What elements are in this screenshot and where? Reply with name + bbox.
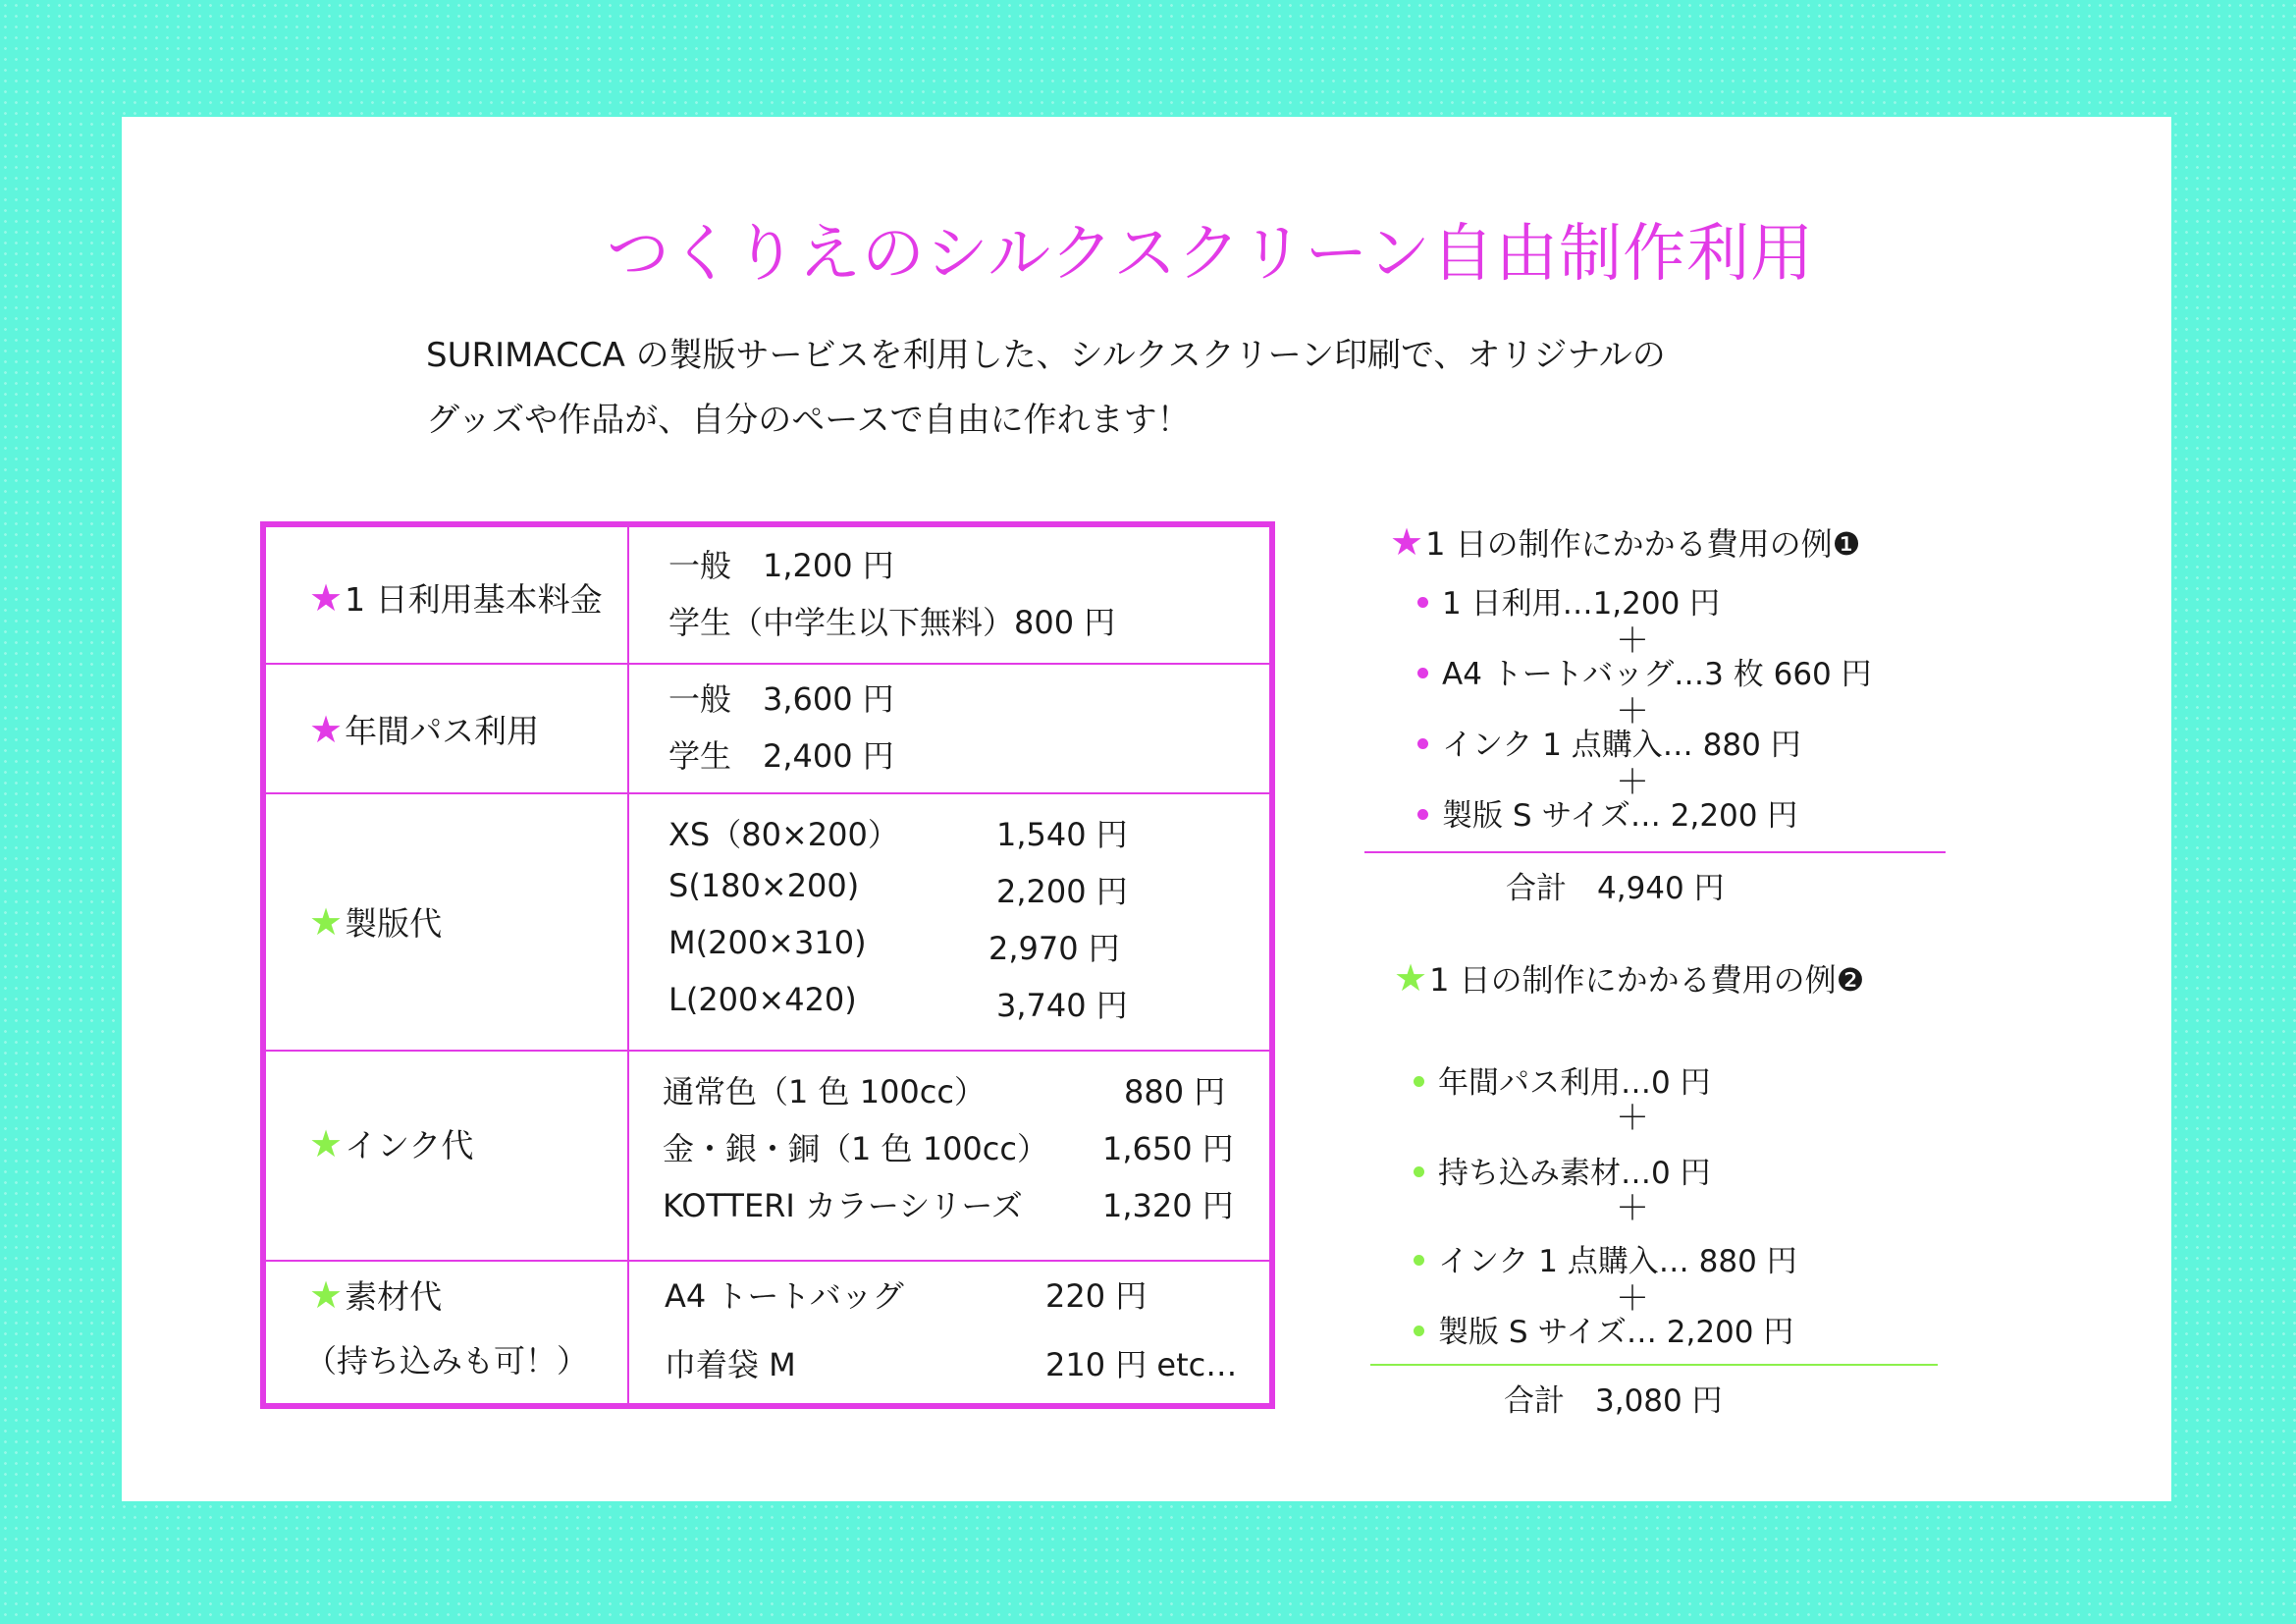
table-row-daily bbox=[266, 527, 1269, 665]
materials-prices bbox=[665, 1272, 1273, 1397]
example2-item: インク 1 点購入… 880 円 bbox=[1414, 1236, 1797, 1280]
content-card bbox=[122, 117, 2171, 1501]
example1-item: 製版 S サイズ… 2,200 円 bbox=[1417, 790, 1797, 835]
category-materials: ★素材代 bbox=[309, 1273, 443, 1317]
plus-sign: ＋ bbox=[1616, 692, 1649, 731]
example2-item: 年間パス利用…0 円 bbox=[1414, 1057, 1711, 1102]
bullet-icon bbox=[1414, 1076, 1424, 1087]
bullet-icon bbox=[1414, 1166, 1424, 1177]
plus-sign: ＋ bbox=[1616, 763, 1649, 802]
size-label: L(200×420) bbox=[668, 981, 857, 1018]
table-row-ink bbox=[266, 1050, 1269, 1262]
ink-price: 880 円 bbox=[1124, 1073, 1226, 1110]
intro-line-1: SURIMACCA の製版サービスを利用した、シルクスクリーン印刷で、オリジナルの bbox=[426, 336, 1666, 375]
page-title: つくりえのシルクスクリーン自由制作利用 bbox=[606, 218, 1815, 291]
plus-sign: ＋ bbox=[1616, 1189, 1649, 1228]
pink-star-icon: ★ bbox=[309, 576, 344, 620]
example1-item: インク 1 点購入… 880 円 bbox=[1417, 720, 1801, 764]
platemaking-prices bbox=[668, 810, 1257, 1038]
example1-divider bbox=[1364, 851, 1946, 853]
example1-total: 合計 4,940 円 bbox=[1506, 871, 1725, 906]
example2-heading: ★1 日の制作にかかる費用の例❷ bbox=[1394, 956, 1865, 1000]
example2-item: 持ち込み素材…0 円 bbox=[1414, 1148, 1711, 1192]
bullet-icon bbox=[1417, 809, 1428, 820]
green-star-icon: ★ bbox=[309, 1273, 344, 1317]
plus-sign: ＋ bbox=[1616, 1099, 1649, 1138]
example2-divider bbox=[1370, 1364, 1938, 1366]
intro-text bbox=[426, 323, 1666, 453]
price-label: 一般 3,600 円 bbox=[668, 680, 894, 718]
category-platemaking: ★製版代 bbox=[309, 900, 443, 944]
size-label: S(180×200) bbox=[668, 867, 860, 904]
bullet-icon bbox=[1417, 597, 1428, 608]
example2-total: 合計 3,080 円 bbox=[1504, 1383, 1723, 1419]
bullet-icon bbox=[1417, 738, 1428, 749]
example1-item: A4 トートバッグ…3 枚 660 円 bbox=[1417, 649, 1872, 693]
bullet-icon bbox=[1414, 1255, 1424, 1266]
size-price: 2,970 円 bbox=[988, 930, 1120, 967]
size-label: XS（80×200） bbox=[668, 816, 899, 853]
material-price: 210 円 etc… bbox=[1045, 1346, 1238, 1383]
category-annual: ★年間パス利用 bbox=[309, 708, 540, 751]
category-ink: ★インク代 bbox=[309, 1122, 474, 1165]
material-price: 220 円 bbox=[1045, 1277, 1148, 1315]
plus-sign: ＋ bbox=[1616, 1279, 1649, 1319]
size-label: M(200×310) bbox=[668, 924, 867, 961]
size-price: 1,540 円 bbox=[996, 816, 1128, 853]
price-label: 一般 1,200 円 bbox=[668, 547, 894, 584]
size-price: 3,740 円 bbox=[996, 987, 1128, 1024]
size-price: 2,200 円 bbox=[996, 873, 1128, 910]
material-label: 巾着袋 M bbox=[665, 1346, 796, 1383]
price-table bbox=[260, 521, 1275, 1409]
material-label: A4 トートバッグ bbox=[665, 1277, 904, 1315]
green-star-icon: ★ bbox=[1394, 956, 1428, 1000]
ink-price: 1,650 円 bbox=[1102, 1130, 1234, 1167]
ink-label: KOTTERI カラーシリーズ bbox=[663, 1187, 1023, 1224]
price-label: 学生 2,400 円 bbox=[668, 737, 894, 775]
category-daily: ★1 日利用基本料金 bbox=[309, 576, 603, 620]
table-row-annual bbox=[266, 663, 1269, 794]
table-row-platemaking bbox=[266, 792, 1269, 1052]
intro-line-2: グッズや作品が、自分のペースで自由に作れます！ bbox=[426, 401, 1191, 440]
example1-heading: ★1 日の制作にかかる費用の例❶ bbox=[1390, 520, 1861, 564]
bullet-icon bbox=[1414, 1326, 1424, 1336]
table-row-materials bbox=[266, 1260, 1269, 1403]
ink-price: 1,320 円 bbox=[1102, 1187, 1234, 1224]
ink-label: 金・銀・銅（1 色 100cc） bbox=[663, 1130, 1048, 1167]
example1-item: 1 日利用…1,200 円 bbox=[1417, 578, 1720, 623]
green-star-icon: ★ bbox=[309, 900, 344, 944]
price-label: 学生（中学生以下無料）800 円 bbox=[668, 604, 1116, 641]
ink-label: 通常色（1 色 100cc） bbox=[663, 1073, 986, 1110]
pink-star-icon: ★ bbox=[309, 708, 344, 751]
green-star-icon: ★ bbox=[309, 1122, 344, 1165]
ink-prices bbox=[663, 1067, 1271, 1238]
bullet-icon bbox=[1417, 668, 1428, 678]
plus-sign: ＋ bbox=[1616, 622, 1649, 661]
example2-item: 製版 S サイズ… 2,200 円 bbox=[1414, 1307, 1793, 1351]
pink-star-icon: ★ bbox=[1390, 520, 1424, 564]
materials-note: （持ち込みも可！） bbox=[305, 1342, 589, 1380]
